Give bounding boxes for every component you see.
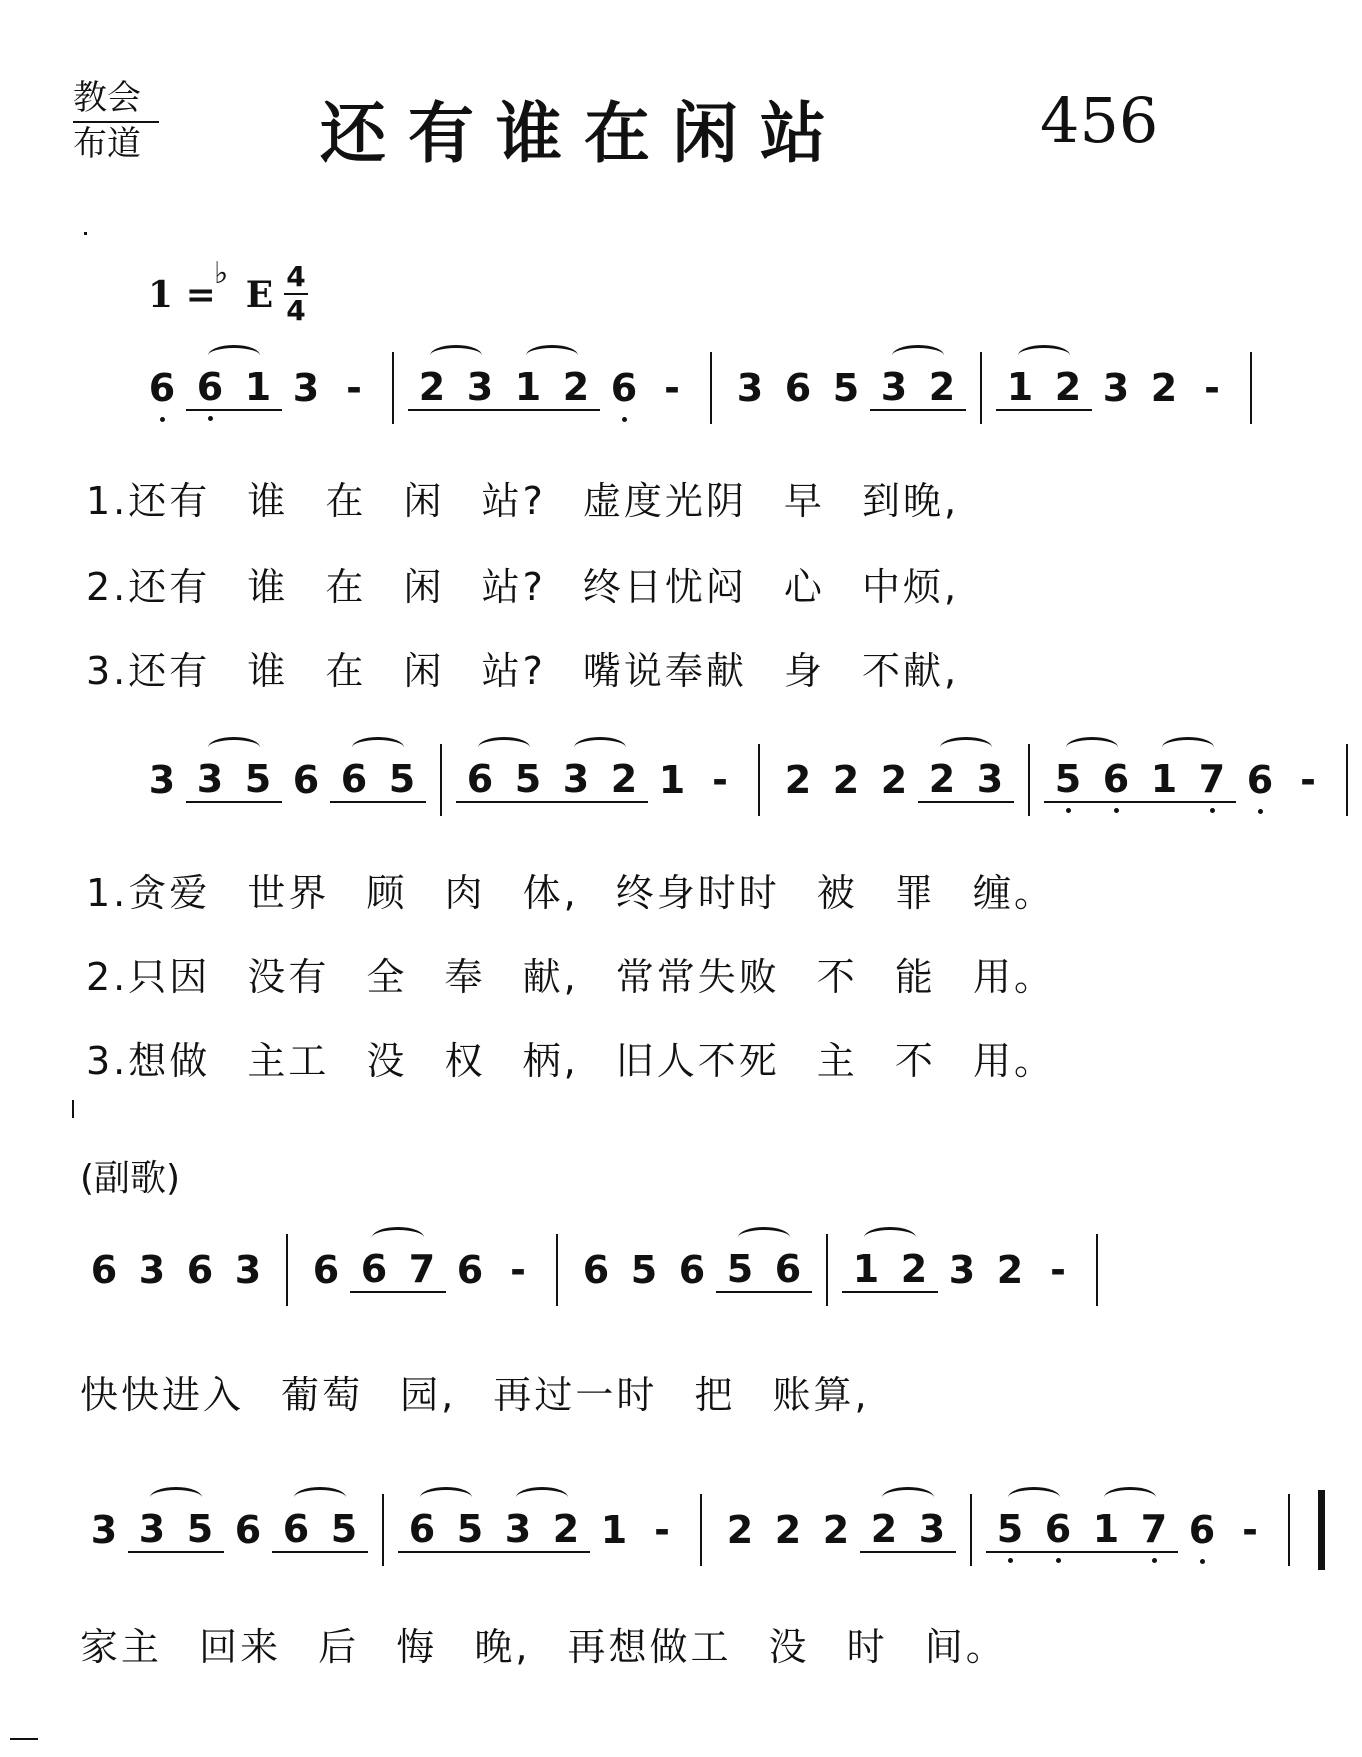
scan-speck [72,1100,74,1118]
time-signature [284,262,308,326]
note: 3 [494,1507,542,1553]
note: 2 [600,757,648,803]
measure [726,365,966,411]
note: 6 [764,1247,812,1293]
note: 3 [148,758,176,802]
measure [398,1507,686,1553]
note: - [1300,758,1316,802]
note: 6 [350,1247,398,1293]
bar-line [286,1234,288,1306]
lyric-line-chorus-b: 家主 回来 后 悔 晚, 再想做工 没 时 间。 [80,1625,1007,1669]
note: 2 [822,1508,850,1552]
note: 3 [948,1248,976,1292]
note: 3 [292,366,320,410]
measure [80,1507,368,1553]
note: 5 [446,1507,494,1553]
note: 5 [986,1507,1034,1553]
note: 1 [1082,1507,1130,1553]
bar-line [758,744,760,816]
note: 6 [234,1508,262,1552]
tie-arc [208,737,260,758]
tie-arc [574,737,626,758]
note: 6 [600,366,648,410]
tie-arc [516,1487,568,1508]
note: 3 [1102,366,1130,410]
note: 7 [1130,1507,1178,1553]
note: 3 [234,1248,262,1292]
note: 6 [1236,758,1284,802]
note: 2 [918,365,966,411]
tie-arc [738,1227,790,1248]
tie-arc [294,1487,346,1508]
tie-arc [150,1487,202,1508]
tie-arc [892,345,944,366]
bar-line [970,1494,972,1566]
note: 3 [186,757,234,803]
note: 2 [880,758,908,802]
note: 3 [736,366,764,410]
note: 5 [630,1248,658,1292]
note: 5 [832,366,860,410]
note: 5 [716,1247,764,1293]
note: 2 [996,1248,1024,1292]
bar-line [392,352,394,424]
scan-mark [10,1738,38,1740]
note: 3 [870,365,918,411]
lyric-line-verse3-b: 3.想做 主工 没 权 柄, 旧人不死 主 不 用。 [86,1039,1055,1083]
key-note: E [245,274,274,316]
notation-system-1 [138,358,1266,418]
bar-line [1250,352,1252,424]
note: 2 [552,365,600,411]
bar-line [440,744,442,816]
hymn-number: 456 [1040,84,1159,157]
time-signature-top: 4 [286,260,306,293]
key-do-label: 1 = [148,274,216,316]
note: 2 [726,1508,754,1552]
measure [716,1507,956,1553]
measure [572,1247,812,1293]
key-signature [148,274,273,316]
note: 2 [918,757,966,803]
note: 3 [128,1507,176,1553]
note: 6 [784,366,812,410]
note: 6 [330,757,378,803]
tie-arc [430,345,482,366]
note: 6 [272,1507,320,1553]
note: 6 [1034,1507,1082,1553]
note: 2 [860,1507,908,1553]
note: - [654,1508,670,1552]
note: 6 [292,758,320,802]
note: - [1204,366,1220,410]
note: 6 [456,1248,484,1292]
note: 5 [378,757,426,803]
category-divider [73,121,159,123]
note: 1 [600,1508,628,1552]
note: 6 [186,365,234,411]
bar-line [1096,1234,1098,1306]
measure [138,365,378,411]
note: 2 [1044,365,1092,411]
note: 1 [842,1247,890,1293]
lyric-line-verse2-a: 2.还有 谁 在 闲 站? 终日忧闷 心 中烦, [86,565,960,609]
note: 6 [456,757,504,803]
tie-arc [1018,345,1070,366]
measure [456,757,744,803]
tie-arc [1066,737,1118,758]
tie-arc [352,737,404,758]
note: 3 [966,757,1014,803]
notation-system-4 [80,1500,1325,1560]
measure [842,1247,1082,1293]
note: 1 [658,758,686,802]
note: 2 [832,758,860,802]
note: 5 [234,757,282,803]
tie-arc [1104,1487,1156,1508]
category-label-church: 教会 [73,78,141,118]
note: 2 [1150,366,1178,410]
notation-system-3 [80,1240,1112,1300]
note: 6 [90,1248,118,1292]
note: - [664,366,680,410]
note: 6 [186,1248,214,1292]
measure [138,757,426,803]
note: - [712,758,728,802]
bar-line [556,1234,558,1306]
hymn-title: 还有谁在闲站 [320,95,848,172]
final-bar-line [1318,1490,1325,1570]
note: 6 [1092,757,1140,803]
note: 1 [504,365,552,411]
note: 5 [504,757,552,803]
note: 6 [312,1248,340,1292]
bar-line [1346,744,1348,816]
tie-arc [420,1487,472,1508]
scan-speck [84,232,87,235]
category-label-evangelism: 布道 [73,124,141,164]
bar-line [826,1234,828,1306]
lyric-line-chorus-a: 快快进入 葡萄 园, 再过一时 把 账算, [80,1373,870,1417]
note: 6 [582,1248,610,1292]
note: 2 [542,1507,590,1553]
chorus-label: (副歌) [80,1158,181,1199]
note: 3 [908,1507,956,1553]
bar-line [1288,1494,1290,1566]
note: 7 [1188,757,1236,803]
note: 5 [1044,757,1092,803]
tie-arc [526,345,578,366]
bar-line [700,1494,702,1566]
measure [1044,757,1332,803]
measure [408,365,696,411]
note: 1 [234,365,282,411]
tie-arc [940,737,992,758]
lyric-line-verse3-a: 3.还有 谁 在 闲 站? 嘴说奉献 身 不献, [86,649,960,693]
measure [80,1248,272,1292]
note: 6 [678,1248,706,1292]
lyric-line-verse2-b: 2.只因 没有 全 奉 献, 常常失败 不 能 用。 [86,955,1055,999]
measure [302,1247,542,1293]
note: - [510,1248,526,1292]
note: - [346,366,362,410]
bar-line [382,1494,384,1566]
note: 6 [398,1507,446,1553]
note: 7 [398,1247,446,1293]
flat-sign: ♭ [214,256,229,291]
time-signature-bottom: 4 [286,294,306,327]
tie-arc [1162,737,1214,758]
note: 3 [456,365,504,411]
note: 6 [1178,1508,1226,1552]
tie-arc [208,345,260,366]
note: 5 [320,1507,368,1553]
tie-arc [1008,1487,1060,1508]
note: 2 [774,1508,802,1552]
lyric-line-verse1-a: 1.还有 谁 在 闲 站? 虚度光阴 早 到晚, [86,479,960,523]
note: 3 [552,757,600,803]
tie-arc [478,737,530,758]
lyric-line-verse1-b: 1.贪爱 世界 顾 肉 体, 终身时时 被 罪 缠。 [86,871,1055,915]
note: - [1242,1508,1258,1552]
note: 3 [90,1508,118,1552]
note: 1 [1140,757,1188,803]
bar-line [1028,744,1030,816]
note: - [1050,1248,1066,1292]
note: 2 [408,365,456,411]
tie-arc [864,1227,916,1248]
note: 2 [890,1247,938,1293]
note: 3 [138,1248,166,1292]
note: 6 [138,366,186,410]
note: 1 [996,365,1044,411]
measure [996,365,1236,411]
measure [774,757,1014,803]
bar-line [980,352,982,424]
notation-system-2 [138,750,1362,810]
measure [986,1507,1274,1553]
tie-arc [372,1227,424,1248]
note: 5 [176,1507,224,1553]
bar-line [710,352,712,424]
tie-arc [882,1487,934,1508]
note: 2 [784,758,812,802]
